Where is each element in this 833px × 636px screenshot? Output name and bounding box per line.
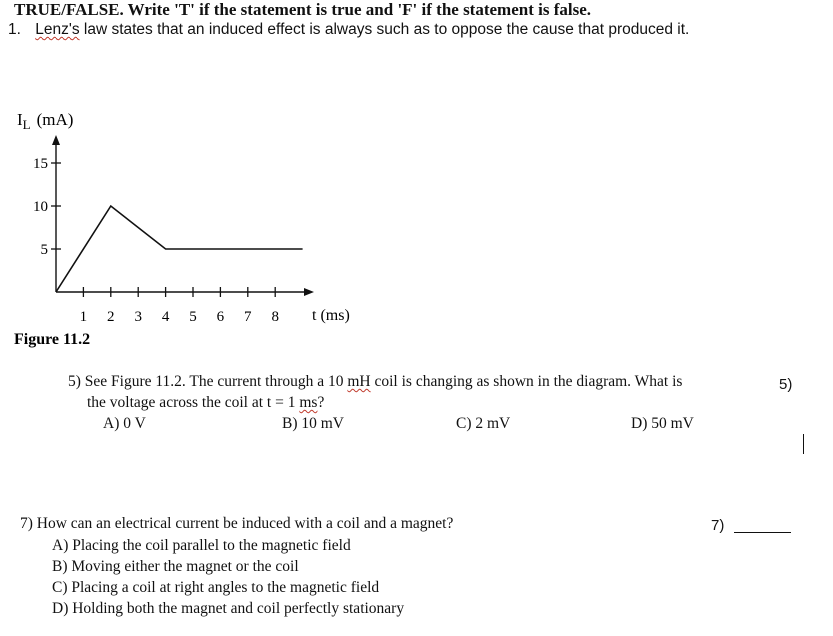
question-1-number: 1. bbox=[8, 21, 21, 38]
data-series-line bbox=[56, 206, 303, 292]
y-tick-label-10: 10 bbox=[33, 199, 48, 215]
x-tick-label-7: 7 bbox=[244, 309, 252, 325]
question-7-option-a[interactable]: A) Placing the coil parallel to the magnetic field bbox=[52, 537, 351, 554]
question-1-rest: law states that an induced effect is always such as to oppose the cause that produced it. bbox=[79, 21, 690, 38]
mh-unit: mH bbox=[347, 373, 371, 390]
x-tick-label-2: 2 bbox=[107, 309, 115, 325]
y-axis-label: $I_L$ (mA) bbox=[17, 110, 74, 132]
x-tick-label-5: 5 bbox=[189, 309, 197, 325]
y-tick-label-5: 5 bbox=[40, 242, 48, 258]
question-5-option-c[interactable]: C) 2 mV bbox=[456, 415, 511, 432]
section-title: TRUE/FALSE. Write 'T' if the statement is true and 'F' if the statement is false. bbox=[14, 0, 592, 19]
y-axis-arrow bbox=[52, 135, 60, 145]
x-axis-arrow bbox=[304, 288, 314, 296]
text-cursor bbox=[803, 434, 804, 454]
question-7-option-b[interactable]: B) Moving either the magnet or the coil bbox=[52, 558, 299, 575]
x-tick-label-8: 8 bbox=[271, 309, 279, 325]
question-5-line-2: the voltage across the coil at t = 1 ms? bbox=[87, 394, 325, 411]
x-axis-label: t (ms) bbox=[312, 307, 350, 324]
x-tick-label-4: 4 bbox=[161, 309, 170, 325]
question-5-option-d[interactable]: D) 50 mV bbox=[631, 415, 694, 432]
ms-unit: ms bbox=[299, 394, 318, 411]
question-7-option-d[interactable]: D) Holding both the magnet and coil perfectly stationary bbox=[52, 600, 405, 617]
x-tick-label-3: 3 bbox=[134, 309, 142, 325]
question-5-answer-label: 5) bbox=[779, 376, 793, 393]
question-7-answer-blank[interactable] bbox=[734, 532, 791, 533]
y-tick-label-15: 15 bbox=[33, 156, 48, 172]
x-tick-label-6: 6 bbox=[216, 309, 225, 325]
x-tick-label-1: 1 bbox=[79, 309, 88, 325]
question-7-text: 7) How can an electrical current be induced with a coil and a magnet? bbox=[20, 515, 454, 532]
question-5-option-b[interactable]: B) 10 mV bbox=[282, 415, 344, 432]
question-7-option-c[interactable]: C) Placing a coil at right angles to the magnetic field bbox=[52, 579, 380, 596]
question-7-answer-label: 7) bbox=[711, 517, 725, 534]
question-5-line-1: 5) See Figure 11.2. The current through a 10 mH coil is changing as shown in the diagram. What is bbox=[68, 373, 683, 390]
figure-caption: Figure 11.2 bbox=[14, 331, 91, 348]
question-5-option-a[interactable]: A) 0 V bbox=[103, 415, 146, 432]
lenz-word: Lenz's bbox=[35, 21, 80, 38]
